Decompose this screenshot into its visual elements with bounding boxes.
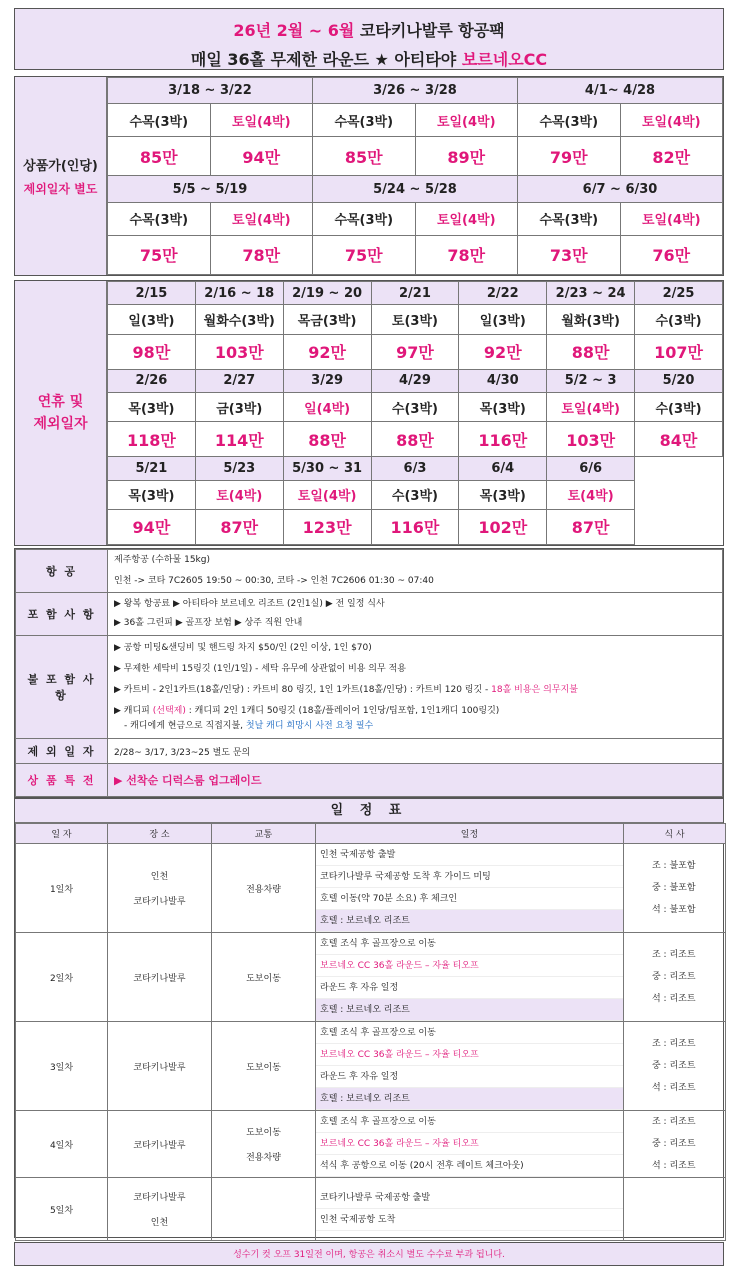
schedule-line: 석식 후 공항으로 이동 (20시 전후 레이트 체크아웃)	[316, 1155, 623, 1177]
price-value-row	[108, 235, 723, 274]
holiday-days: 수(3박)	[371, 480, 459, 509]
holiday-days-row	[108, 305, 723, 334]
price-table	[107, 77, 723, 275]
meal-line: 중 : 리조트	[652, 972, 696, 982]
itinerary-schedule	[316, 933, 624, 1022]
holiday-price: 116만	[459, 422, 547, 457]
holiday-days: 수(3박)	[635, 305, 723, 334]
price-value: 75만	[313, 235, 416, 274]
price-title: 상품가(인당)	[23, 159, 98, 174]
price-grid	[107, 77, 723, 275]
holiday-price: 94만	[108, 509, 196, 544]
air-line-2: 인천 -> 코타 7C2605 19:50 ~ 00:30, 코타 -> 인천 7C2606 01:30 ~ 07:40	[114, 576, 434, 587]
holiday-price: 92만	[283, 334, 371, 369]
itinerary-day-row	[16, 1022, 726, 1111]
holiday-date: 5/21	[108, 457, 196, 480]
holiday-days: 수(3박)	[635, 393, 723, 422]
exclude-line-4	[114, 704, 716, 719]
meal-line: 조 : 리조트	[652, 1039, 696, 1049]
itinerary-schedule	[316, 844, 624, 933]
excluded-dates-text: 2/28~ 3/17, 3/23~25 별도 문의	[108, 739, 723, 764]
itinerary-transport	[212, 933, 316, 1022]
itinerary-day: 3일차	[16, 1022, 108, 1111]
price-weekend-label: 토일(4박)	[415, 104, 518, 137]
price-period: 3/18 ~ 3/22	[108, 78, 313, 104]
holiday-days-row	[108, 393, 723, 422]
exclude-label: 불 포 함 사 항	[16, 636, 108, 739]
holiday-days: 월화수(3박)	[195, 305, 283, 334]
schedule-line: 호텔 조식 후 골프장으로 이동	[316, 1111, 623, 1133]
holiday-date: 2/27	[195, 369, 283, 392]
holiday-days: 토(3박)	[371, 305, 459, 334]
footer-notice: 성수기 컷 오프 31일전 이며, 항공은 취소시 별도 수수료 부과 됩니다.	[14, 1242, 724, 1266]
price-period-row	[108, 176, 723, 202]
price-value-row	[108, 137, 723, 176]
itinerary-column-header: 일 자	[16, 824, 108, 844]
price-weekday-label: 수목(3박)	[108, 104, 211, 137]
schedule-line: 코타키나발루 국제공항 출발	[316, 1187, 623, 1209]
itinerary-schedule	[316, 1111, 624, 1178]
schedule-line: 호텔 : 보르네오 리조트	[316, 999, 623, 1021]
holiday-price: 88만	[283, 422, 371, 457]
holiday-date: 2/23 ~ 24	[547, 282, 635, 305]
holiday-date: 4/30	[459, 369, 547, 392]
price-value: 75만	[108, 235, 211, 274]
itinerary-transport	[212, 1111, 316, 1178]
info-table	[15, 549, 723, 797]
price-value: 73만	[518, 235, 621, 274]
meal-line: 중 : 불포함	[652, 883, 696, 893]
holiday-days: 토(4박)	[195, 480, 283, 509]
info-section	[14, 548, 724, 798]
holiday-date: 2/19 ~ 20	[283, 282, 371, 305]
exclude-line-1: ▶ 공항 미팅&샌딩비 및 핸드링 차지 $50/인 (2인 이상, 1인 $70)	[114, 642, 372, 653]
itinerary-place	[108, 1178, 212, 1241]
holiday-price: 88만	[547, 334, 635, 369]
cart-fee-mandatory: 18홀 비용은 의무지불	[491, 684, 578, 695]
itinerary-meals	[624, 1178, 726, 1241]
holiday-date: 2/25	[635, 282, 723, 305]
air-content	[108, 550, 723, 593]
air-label: 항 공	[16, 550, 108, 593]
itinerary-place	[108, 933, 212, 1022]
header-tagline: 매일 36홀 무제한 라운드 ★ 아티타야	[190, 50, 457, 69]
holiday-date: 2/15	[108, 282, 196, 305]
schedule-line: 라운드 후 자유 일정	[316, 977, 623, 999]
itinerary-title: 일 정 표	[15, 799, 723, 823]
meal-line: 석 : 리조트	[652, 1161, 696, 1171]
holiday-days: 금(3박)	[195, 393, 283, 422]
schedule-line: 호텔 이동(약 70분 소요) 후 체크인	[316, 888, 623, 910]
price-days-row	[108, 202, 723, 235]
holiday-price: 123만	[283, 509, 371, 544]
price-weekend-label: 토일(4박)	[415, 202, 518, 235]
caddie-fee-text: : 캐디피 2인 1캐디 50링깃 (18홀/플레이어 1인당/팁포함, 1인1캐디 100링깃)	[188, 705, 500, 716]
holiday-price: 92만	[459, 334, 547, 369]
place-line: 코타키나발루	[133, 1193, 186, 1203]
info-row-include	[16, 593, 723, 636]
exclude-line-5	[114, 719, 716, 734]
transport-line: 전용차량	[246, 1153, 281, 1163]
holiday-price: 88만	[371, 422, 459, 457]
holiday-price-row	[108, 334, 723, 369]
itinerary-day: 1일차	[16, 844, 108, 933]
cart-fee-text: ▶ 카트비 - 2인1카트(18홀/인당) : 카트비 80 링깃, 1인 1카트(18홀/인당) : 카트비 120 링깃 -	[114, 684, 489, 695]
holiday-days: 목(3박)	[108, 480, 196, 509]
price-subtitle: 제외일자 별도	[23, 182, 98, 196]
include-line-2: ▶ 36홀 그린피 ▶ 골프장 보험 ▶ 상주 직원 안내	[114, 618, 303, 629]
schedule-line: 보르네오 CC 36홀 라운드 – 자율 티오프	[316, 955, 623, 977]
holiday-date: 6/4	[459, 457, 547, 480]
holiday-date-row	[108, 369, 723, 392]
holiday-date: 2/21	[371, 282, 459, 305]
holiday-date: 5/23	[195, 457, 283, 480]
air-line-1: 제주항공 (수하물 15kg)	[114, 555, 210, 566]
page-header	[14, 8, 724, 70]
price-weekend-label: 토일(4박)	[210, 202, 313, 235]
holiday-price-row	[108, 422, 723, 457]
price-value: 76만	[620, 235, 723, 274]
price-weekday-label: 수목(3박)	[108, 202, 211, 235]
itinerary-schedule	[316, 1178, 624, 1241]
schedule-line: 보르네오 CC 36홀 라운드 – 자율 티오프	[316, 1044, 623, 1066]
meal-line: 석 : 리조트	[652, 994, 696, 1004]
exclude-line-3	[114, 683, 716, 698]
price-period: 6/7 ~ 6/30	[518, 176, 723, 202]
holiday-price: 87만	[195, 509, 283, 544]
itinerary-header-row	[16, 824, 726, 844]
holiday-grid	[107, 281, 723, 545]
excluded-dates-label: 제 외 일 자	[16, 739, 108, 764]
price-weekday-label: 수목(3박)	[518, 104, 621, 137]
meal-line: 조 : 불포함	[652, 861, 696, 871]
place-line: 코타키나발루	[133, 1140, 186, 1151]
itinerary-schedule	[316, 1022, 624, 1111]
meal-line: 중 : 리조트	[652, 1061, 696, 1071]
holiday-title-2: 제외일자	[33, 416, 88, 432]
header-golf-course: 보르네오CC	[461, 50, 548, 69]
holiday-title-1: 연휴 및	[37, 394, 84, 410]
itinerary-column-header: 일정	[316, 824, 624, 844]
price-section	[14, 76, 724, 276]
price-value: 94만	[210, 137, 313, 176]
itinerary-column-header: 교통	[212, 824, 316, 844]
holiday-days: 목(3박)	[459, 393, 547, 422]
place-line: 인천	[150, 1218, 169, 1228]
transport-line: 도보이동	[246, 1062, 281, 1073]
holiday-price: 98만	[108, 334, 196, 369]
holiday-days: 목금(3박)	[283, 305, 371, 334]
info-row-air	[16, 550, 723, 593]
holiday-days: 토(4박)	[547, 480, 635, 509]
price-value: 79만	[518, 137, 621, 176]
price-period: 5/24 ~ 5/28	[313, 176, 518, 202]
holiday-price: 103만	[195, 334, 283, 369]
schedule-line: 라운드 후 자유 일정	[316, 1066, 623, 1088]
schedule-line: 호텔 조식 후 골프장으로 이동	[316, 933, 623, 955]
caddie-request-note: 첫날 캐디 희망시 사전 요청 필수	[245, 720, 374, 731]
holiday-days: 일(3박)	[459, 305, 547, 334]
holiday-price-row	[108, 509, 723, 544]
bonus-label: 상 품 특 전	[16, 764, 108, 797]
holiday-date-row	[108, 457, 723, 480]
price-value: 85만	[313, 137, 416, 176]
holiday-days: 일(3박)	[108, 305, 196, 334]
price-weekday-label: 수목(3박)	[313, 202, 416, 235]
price-weekday-label: 수목(3박)	[313, 104, 416, 137]
holiday-days: 수(3박)	[371, 393, 459, 422]
itinerary-day-row	[16, 1178, 726, 1241]
holiday-side-header	[15, 281, 107, 545]
schedule-line: 호텔 조식 후 골프장으로 이동	[316, 1022, 623, 1044]
price-period-row	[108, 78, 723, 104]
holiday-empty-cell	[635, 457, 723, 480]
info-row-bonus	[16, 764, 723, 797]
holiday-days: 월화(3박)	[547, 305, 635, 334]
holiday-section	[14, 280, 724, 546]
transport-line: 도보이동	[246, 1128, 281, 1138]
schedule-line: 코타키나발루 국제공항 도착 후 가이드 미팅	[316, 866, 623, 888]
holiday-price: 87만	[547, 509, 635, 544]
holiday-date: 4/29	[371, 369, 459, 392]
header-line-2	[15, 47, 723, 70]
holiday-price: 103만	[547, 422, 635, 457]
itinerary-meals	[624, 1111, 726, 1178]
include-label: 포 함 사 항	[16, 593, 108, 636]
itinerary-transport	[212, 1178, 316, 1241]
header-product: 코타키나발루 항공팩	[359, 21, 505, 40]
holiday-days: 토일(4박)	[283, 480, 371, 509]
holiday-date: 6/3	[371, 457, 459, 480]
itinerary-table	[15, 823, 726, 1241]
exclude-line-2: ▶ 무제한 세탁비 15링깃 (1인/1일) - 세탁 유무에 상관없이 비용 의무 적용	[114, 663, 406, 674]
itinerary-column-header: 식 사	[624, 824, 726, 844]
holiday-date: 2/22	[459, 282, 547, 305]
holiday-date: 2/16 ~ 18	[195, 282, 283, 305]
price-value: 89만	[415, 137, 518, 176]
itinerary-section	[14, 798, 724, 1238]
price-weekend-label: 토일(4박)	[620, 202, 723, 235]
holiday-price: 107만	[635, 334, 723, 369]
caddie-optional: (선택제)	[152, 705, 186, 716]
price-period: 3/26 ~ 3/28	[313, 78, 518, 104]
itinerary-place	[108, 1022, 212, 1111]
transport-line: 전용차량	[246, 884, 281, 895]
holiday-price: 118만	[108, 422, 196, 457]
itinerary-transport	[212, 1022, 316, 1111]
header-line-1	[15, 18, 723, 41]
meal-line: 석 : 불포함	[652, 905, 696, 915]
itinerary-day-row	[16, 1111, 726, 1178]
exclude-content	[108, 636, 723, 739]
holiday-empty-cell	[635, 509, 723, 544]
price-value: 85만	[108, 137, 211, 176]
holiday-days: 일(4박)	[283, 393, 371, 422]
itinerary-transport	[212, 844, 316, 933]
holiday-days: 목(3박)	[459, 480, 547, 509]
itinerary-day: 2일차	[16, 933, 108, 1022]
schedule-line: 인천 국제공항 출발	[316, 844, 623, 866]
place-line: 코타키나발루	[133, 897, 186, 907]
holiday-date: 2/26	[108, 369, 196, 392]
price-period: 5/5 ~ 5/19	[108, 176, 313, 202]
meal-line: 조 : 리조트	[652, 950, 696, 960]
itinerary-meals	[624, 844, 726, 933]
header-period: 26년 2월 ~ 6월	[233, 21, 355, 40]
holiday-date: 5/2 ~ 3	[547, 369, 635, 392]
itinerary-meals	[624, 1022, 726, 1111]
price-value: 82만	[620, 137, 723, 176]
itinerary-meals	[624, 933, 726, 1022]
price-days-row	[108, 104, 723, 137]
holiday-empty-cell	[635, 480, 723, 509]
price-weekend-label: 토일(4박)	[210, 104, 313, 137]
price-weekend-label: 토일(4박)	[620, 104, 723, 137]
meal-line: 중 : 리조트	[652, 1139, 696, 1149]
holiday-date: 3/29	[283, 369, 371, 392]
holiday-date-row	[108, 282, 723, 305]
holiday-days-row	[108, 480, 723, 509]
price-value: 78만	[210, 235, 313, 274]
itinerary-column-header: 장 소	[108, 824, 212, 844]
itinerary-day: 5일차	[16, 1178, 108, 1241]
include-content	[108, 593, 723, 636]
price-value: 78만	[415, 235, 518, 274]
holiday-date: 5/20	[635, 369, 723, 392]
holiday-price: 116만	[371, 509, 459, 544]
meal-line: 조 : 리조트	[652, 1117, 696, 1127]
itinerary-place	[108, 1111, 212, 1178]
bonus-text: ▶ 선착순 디럭스룸 업그레이드	[108, 764, 723, 797]
holiday-price: 97만	[371, 334, 459, 369]
itinerary-day-row	[16, 933, 726, 1022]
itinerary-place	[108, 844, 212, 933]
schedule-line: 보르네오 CC 36홀 라운드 – 자율 티오프	[316, 1133, 623, 1155]
price-period: 4/1~ 4/28	[518, 78, 723, 104]
holiday-date: 6/6	[547, 457, 635, 480]
transport-line: 도보이동	[246, 973, 281, 984]
holiday-days: 토일(4박)	[547, 393, 635, 422]
info-row-exclude	[16, 636, 723, 739]
meal-line: 석 : 리조트	[652, 1083, 696, 1093]
schedule-line: 인천 국제공항 도착	[316, 1209, 623, 1231]
schedule-line: 호텔 : 보르네오 리조트	[316, 910, 623, 932]
caddie-fee-label: ▶ 캐디피	[114, 705, 150, 716]
itinerary-day-row	[16, 844, 726, 933]
price-side-header	[15, 77, 107, 275]
holiday-date: 5/30 ~ 31	[283, 457, 371, 480]
schedule-line: 호텔 : 보르네오 리조트	[316, 1088, 623, 1110]
holiday-price: 114만	[195, 422, 283, 457]
holiday-table	[107, 281, 723, 545]
place-line: 코타키나발루	[133, 973, 186, 984]
info-row-excluded-dates	[16, 739, 723, 764]
holiday-days: 목(3박)	[108, 393, 196, 422]
include-line-1: ▶ 왕복 항공료 ▶ 아티타야 보르네오 리조트 (2인1실) ▶ 전 일정 식사	[114, 599, 385, 610]
holiday-price: 102만	[459, 509, 547, 544]
price-weekday-label: 수목(3박)	[518, 202, 621, 235]
itinerary-day: 4일차	[16, 1111, 108, 1178]
place-line: 인천	[150, 872, 169, 882]
holiday-price: 84만	[635, 422, 723, 457]
caddie-pay-text: - 캐디에게 현금으로 직접지불,	[124, 720, 244, 731]
place-line: 코타키나발루	[133, 1062, 186, 1073]
